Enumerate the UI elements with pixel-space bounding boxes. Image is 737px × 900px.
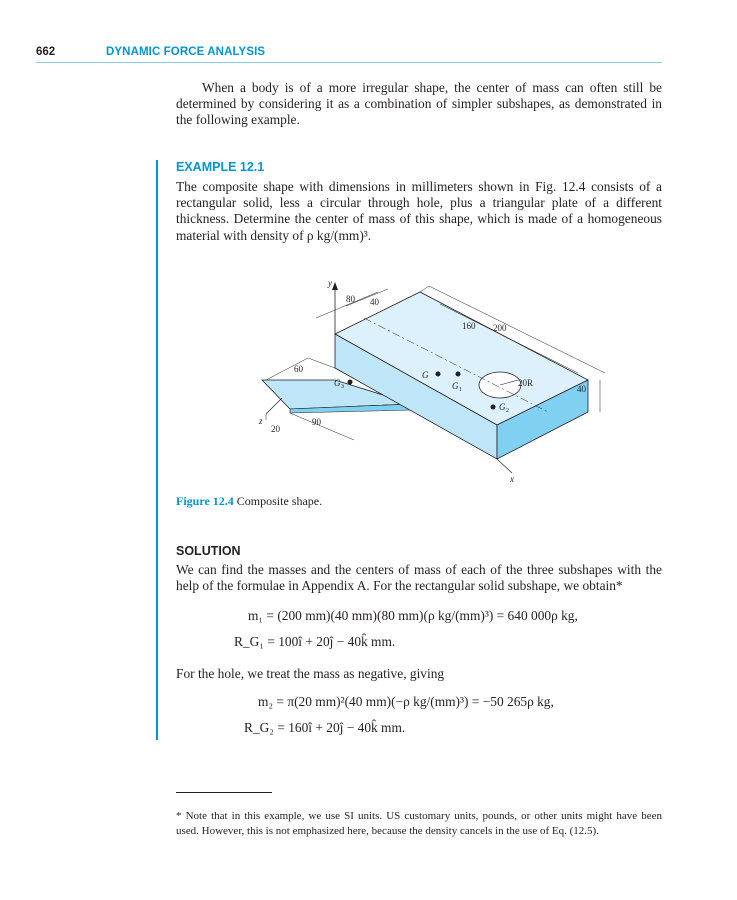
solution-title: SOLUTION xyxy=(176,544,241,558)
z-axis xyxy=(266,398,282,414)
label-dim-60: 60 xyxy=(294,364,303,374)
label-g1-sub: 1 xyxy=(459,387,462,393)
label-x-axis: x xyxy=(510,474,514,484)
label-z-axis: z xyxy=(259,416,263,426)
label-g2: G xyxy=(499,402,506,412)
label-dim-160: 160 xyxy=(462,321,476,331)
label-dim-40-right: 40 xyxy=(577,384,586,394)
label-dim-200: 200 xyxy=(493,323,507,333)
footnote-rule xyxy=(176,792,272,793)
label-dim-90: 90 xyxy=(312,417,321,427)
equation-m2: m₂ = π(20 mm)²(40 mm)(−ρ kg/(mm)³) = −50 265ρ kg, xyxy=(258,694,554,709)
figure-caption xyxy=(176,494,322,509)
hole-paragraph: For the hole, we treat the mass as negative, giving xyxy=(176,666,445,681)
equation-rg1: R_G₁ = 100î + 20ĵ − 40k̂ mm. xyxy=(234,634,396,649)
header-rule xyxy=(36,62,662,63)
g1-marker xyxy=(456,372,461,377)
intro-paragraph: When a body is of a more irregular shape, the center of mass can often still be determined by considering it as a combination of simpler subshapes, as demonstrated in the following example. xyxy=(176,80,662,128)
label-dim-20R: 20R xyxy=(518,378,534,388)
footnote: * Note that in this example, we use SI units. US customary units, pounds, or other units might have been used. However, this is not emphasized here, because the density cancels in the use of Eq. (12.5). xyxy=(176,810,662,837)
g-marker xyxy=(436,372,441,377)
label-dim-80: 80 xyxy=(346,294,355,304)
label-y-axis: y xyxy=(328,278,332,288)
example-title: EXAMPLE 12.1 xyxy=(176,160,265,174)
equation-m1: m₁ = (200 mm)(40 mm)(80 mm)(ρ kg/(mm)³) = 640 000ρ kg, xyxy=(248,608,578,623)
composite-shape-figure xyxy=(176,268,662,488)
label-dim-20: 20 xyxy=(271,424,280,434)
g3-marker xyxy=(348,380,353,385)
label-g2-sub: 2 xyxy=(506,408,509,414)
y-axis-arrow xyxy=(332,282,338,290)
running-title: DYNAMIC FORCE ANALYSIS xyxy=(106,46,266,58)
example-text: The composite shape with dimensions in millimeters shown in Fig. 12.4 consists of a rectangular solid, less a circular through hole, plus a triangular plate of a different thickness. Determine the center of mass of this shape, which is made of a homogeneous material with density of ρ kg/(mm)³. xyxy=(176,179,662,243)
label-dim-40-top: 40 xyxy=(370,297,379,307)
solution-text: We can find the masses and the centers of mass of each of the three subshapes with the help of the formulae in Appendix A. For the rectangular solid subshape, we obtain* xyxy=(176,562,662,594)
x-axis xyxy=(497,459,512,473)
figure-caption-label: Figure 12.4 xyxy=(176,494,234,508)
equation-rg2: R_G₂ = 160î + 20ĵ − 40k̂ mm. xyxy=(244,720,406,735)
label-g: G xyxy=(422,370,429,380)
label-g1: G xyxy=(452,381,459,391)
g2-marker xyxy=(491,405,496,410)
example-sidebar-bar xyxy=(156,160,158,740)
label-g3: G xyxy=(334,378,341,388)
figure-caption-text: Composite shape. xyxy=(236,494,323,508)
label-g3-sub: 3 xyxy=(341,384,344,390)
page-number: 662 xyxy=(36,46,56,58)
